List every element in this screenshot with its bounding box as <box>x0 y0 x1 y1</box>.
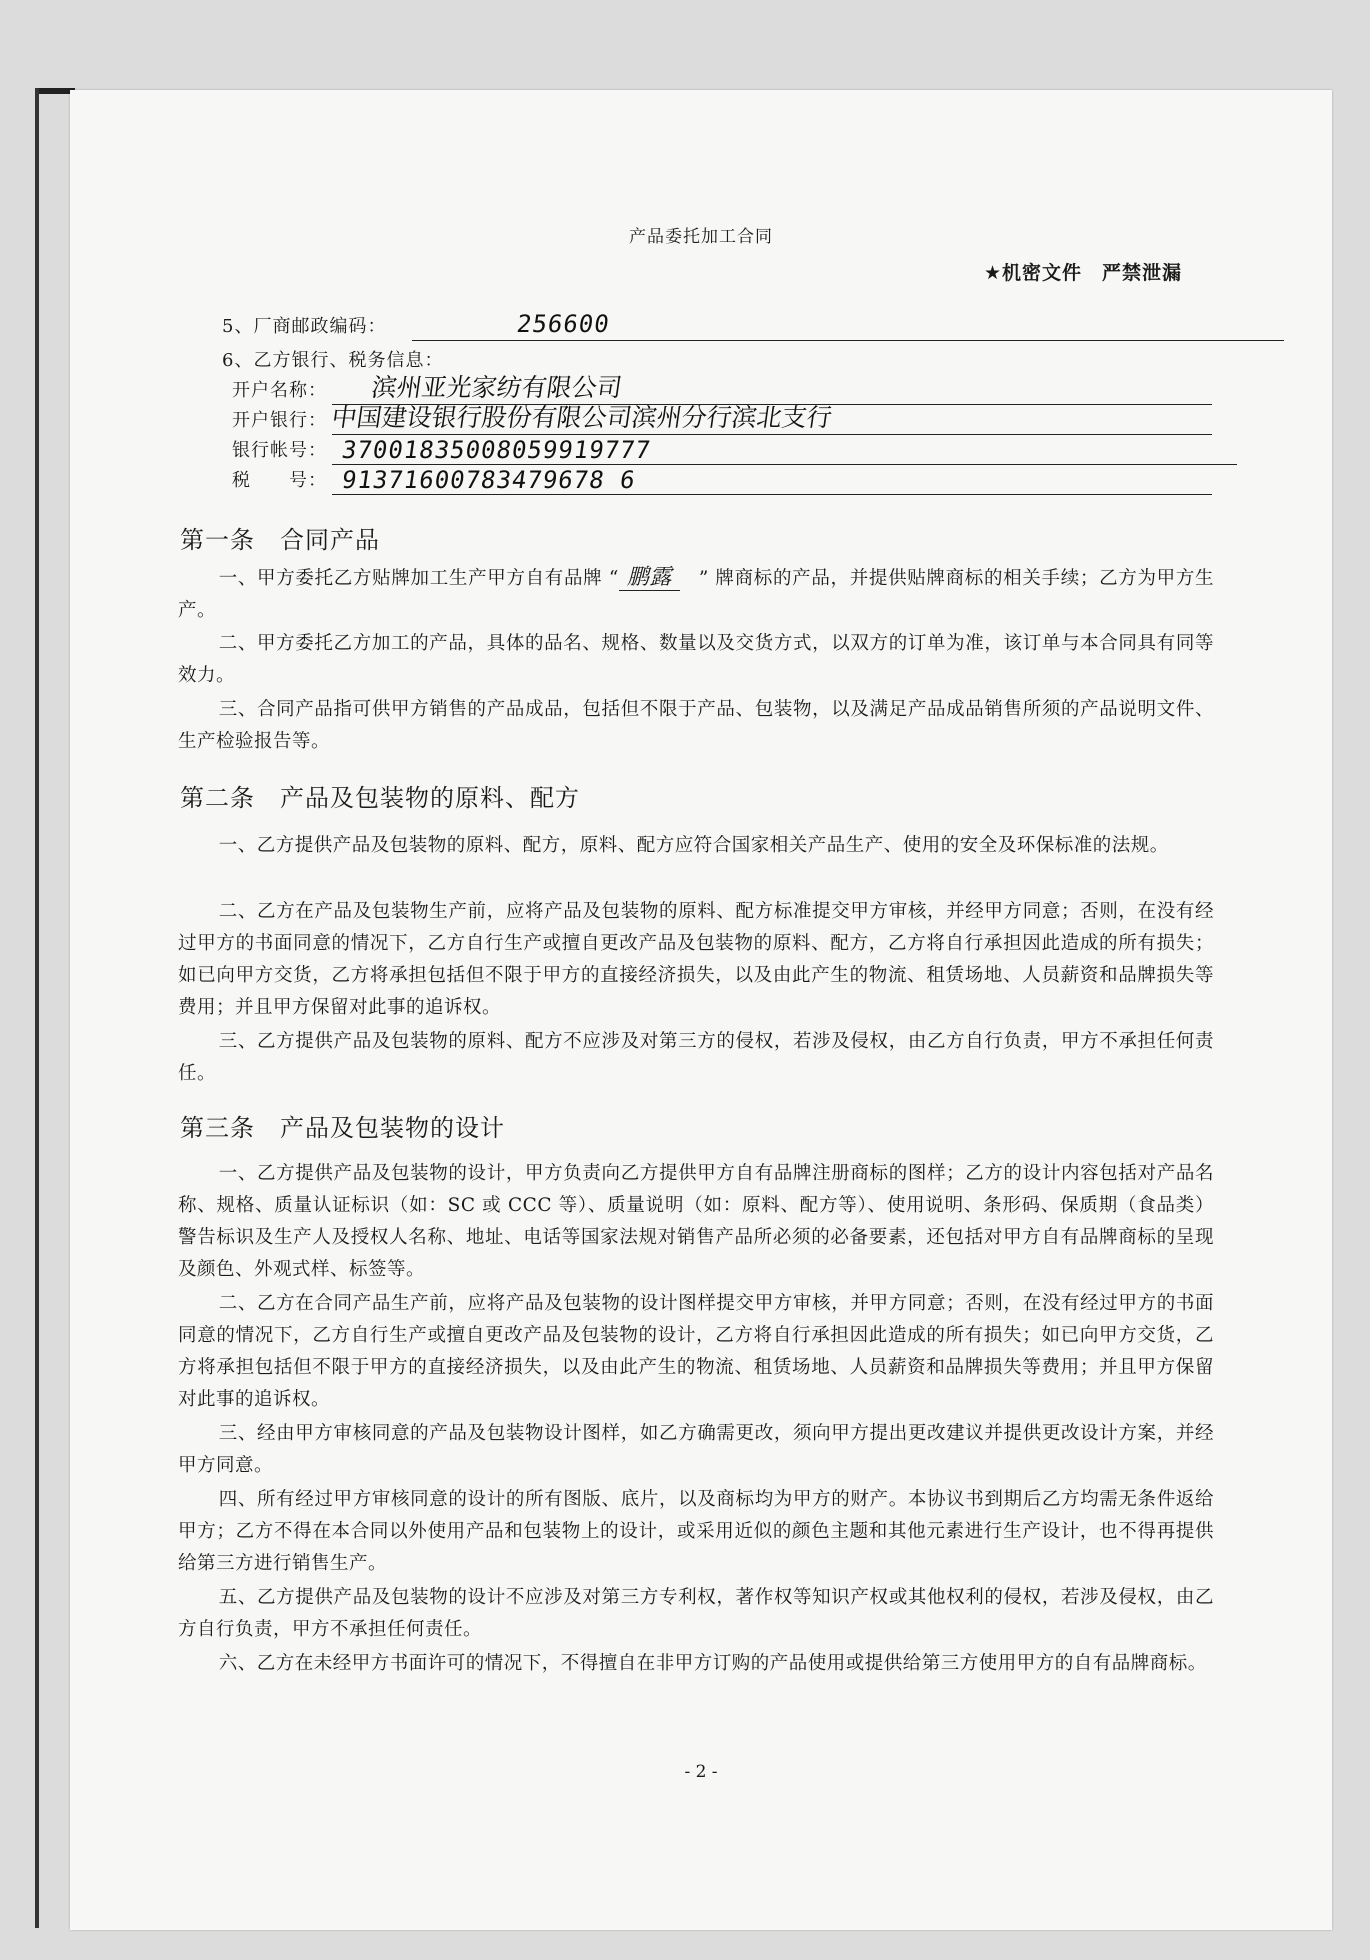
article-1-title: 第一条 合同产品 <box>180 526 380 554</box>
tax-no-label: 税 号： <box>232 470 327 491</box>
tax-no-value: 91371600783479678 6 <box>340 466 638 494</box>
bank-line <box>329 403 1212 435</box>
bank-info-heading: 6、乙方银行、税务信息： <box>222 350 444 371</box>
account-no-value: 37001835008059919777 <box>340 436 653 464</box>
article-1-para-3: 三、合同产品指可供甲方销售的产品成品，包括但不限于产品、包装物，以及满足产品成品销售所须的产品说明文件、生产检验报告等。 <box>178 699 1214 752</box>
account-name-label: 开户名称： <box>232 380 327 401</box>
bank-row <box>232 406 327 436</box>
page-number: - 2 - <box>684 1762 718 1782</box>
postcode-label: 5、厂商邮政编码： <box>222 316 387 337</box>
account-name-value: 滨州亚光家纺有限公司 <box>369 373 624 402</box>
article-3-para-4: 四、所有经过甲方审核同意的设计的所有图版、底片，以及商标均为甲方的财产。本协议书到期后乙方均需无条件返给甲方；乙方不得在本合同以外使用产品和包装物上的设计，或采用近似的颜色主题和其他元素进行生产设计，也不得再提供给第三方进行销售生产。 <box>178 1489 1214 1574</box>
postcode-value: 256600 <box>515 310 612 338</box>
bank-value: 中国建设银行股份有限公司滨州分行滨北支行 <box>329 403 834 432</box>
document-page <box>70 90 1332 1930</box>
account-name-row <box>232 376 327 406</box>
article-2-para-3: 三、乙方提供产品及包装物的原料、配方不应涉及对第三方的侵权，若涉及侵权，由乙方自行负责，甲方不承担任何责任。 <box>178 1031 1214 1084</box>
tax-no-row <box>232 466 327 496</box>
postcode-line <box>412 312 1284 341</box>
article-2-para-1: 一、乙方提供产品及包装物的原料、配方，原料、配方应符合国家相关产品生产、使用的安全及环保标准的法规。 <box>218 835 1169 856</box>
account-no-label: 银行帐号： <box>232 440 327 461</box>
brand-name-field: 鹏露 <box>619 562 699 595</box>
bank-label: 开户银行： <box>232 410 327 431</box>
article-1-para-2: 二、甲方委托乙方加工的产品，具体的品名、规格、数量以及交货方式，以双方的订单为准，该订单与本合同具有同等效力。 <box>178 633 1214 686</box>
scan-edge <box>35 88 39 1928</box>
article-3-para-1: 一、乙方提供产品及包装物的设计，甲方负责向乙方提供甲方自有品牌注册商标的图样；乙方的设计内容包括对产品名称、规格、质量认证标识（如：SC 或 CCC 等）、质量说明（如：原料、配方等）、使用说明、条形码、保质期（食品类）警告标识及生产人及授权人名称、地址、电话等国家法规对销售产品所必须的必备要素，还包括对甲方自有品牌商标的呈现及颜色、外观式样、标签等。 <box>178 1163 1214 1280</box>
account-no-line <box>332 436 1237 465</box>
confidential-mark: ★机密文件 严禁泄漏 <box>983 262 1182 284</box>
article-2-para-2: 二、乙方在产品及包装物生产前，应将产品及包装物的原料、配方标准提交甲方审核，并经甲方同意；否则，在没有经过甲方的书面同意的情况下，乙方自行生产或擅自更改产品及包装物的原料、配方，乙方将自行承担因此造成的所有损失；如已向甲方交货，乙方将承担包括但不限于甲方的直接经济损失，以及由此产生的物流、租赁场地、人员薪资和品牌损失等费用；并且甲方保留对此事的追诉权。 <box>178 901 1214 1018</box>
postcode-row <box>222 312 386 342</box>
article-3-para-6: 六、乙方在未经甲方书面许可的情况下，不得擅自在非甲方订购的产品使用或提供给第三方使用甲方的自有品牌商标。 <box>218 1653 1207 1674</box>
article-2-title: 第二条 产品及包装物的原料、配方 <box>180 784 580 812</box>
article-3-title: 第三条 产品及包装物的设计 <box>180 1114 505 1142</box>
tax-no-line <box>332 466 1212 495</box>
article-3-para-2: 二、乙方在合同产品生产前，应将产品及包装物的设计图样提交甲方审核，并甲方同意；否则，在没有经过甲方的书面同意的情况下，乙方自行生产或擅自更改产品及包装物的设计，乙方将自行承担因此造成的所有损失；如已向甲方交货，乙方将承担包括但不限于甲方的直接经济损失，以及由此产生的物流、租赁场地、人员薪资和品牌损失等费用；并且甲方保留对此事的追诉权。 <box>178 1293 1214 1410</box>
article-3-para-5: 五、乙方提供产品及包装物的设计不应涉及对第三方专利权，著作权等知识产权或其他权利的侵权，若涉及侵权，由乙方自行负责，甲方不承担任何责任。 <box>178 1587 1214 1640</box>
account-no-row <box>232 436 327 466</box>
scan-edge <box>35 88 75 94</box>
article-1-para-1: 一、甲方委托乙方贴牌加工生产甲方自有品牌 “ 鹏露 ” 牌商标的产品，并提供贴牌商标的相关手续；乙方为甲方生产。 <box>178 562 1214 627</box>
document-title: 产品委托加工合同 <box>629 227 773 247</box>
article-3-para-3: 三、经由甲方审核同意的产品及包装物设计图样，如乙方确需更改，须向甲方提出更改建议并提供更改设计方案，并经甲方同意。 <box>178 1423 1214 1476</box>
